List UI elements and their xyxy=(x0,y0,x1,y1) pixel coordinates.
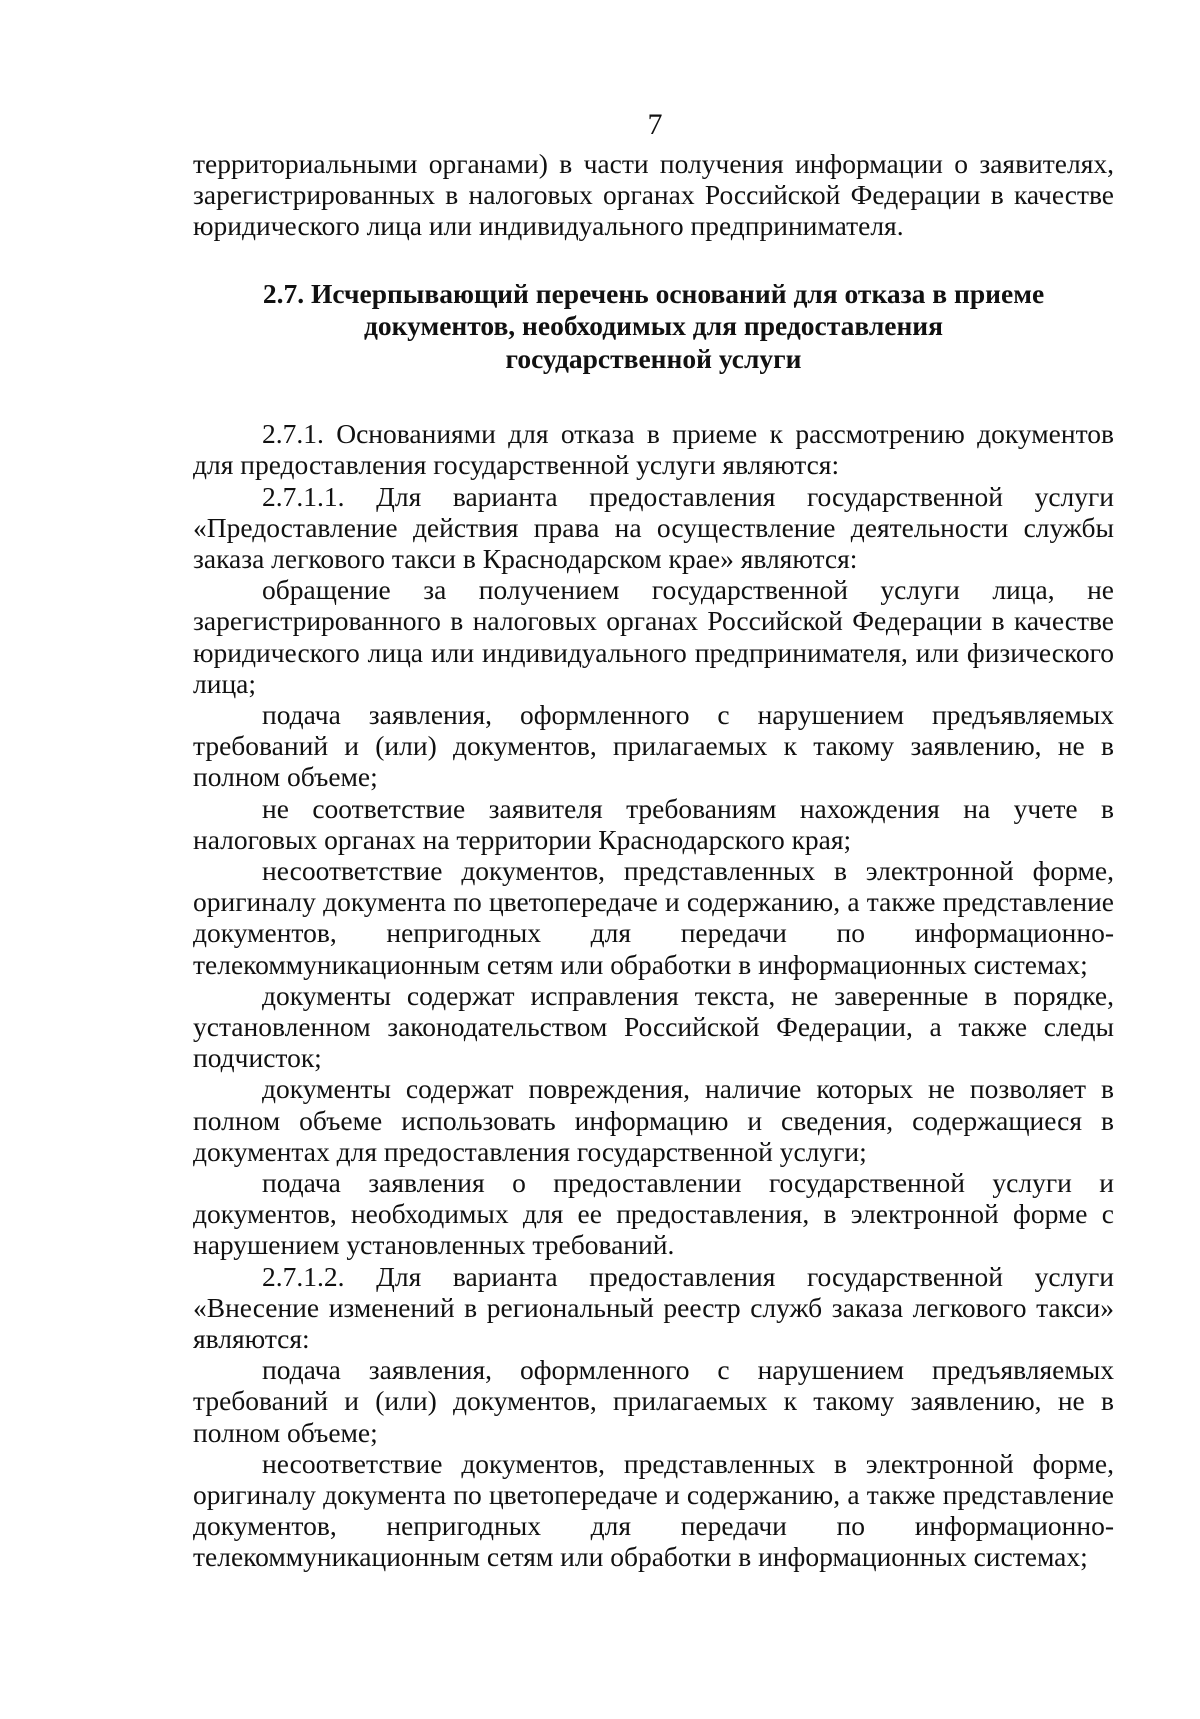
section-heading-line-1: 2.7. Исчерпывающий перечень оснований для отказа в приеме xyxy=(262,277,1045,309)
list-item: не соответствие заявителя требованиям нахождения на учете в налоговых органах на территории Краснодарского края; xyxy=(193,792,1114,855)
section-heading-line-3: государственной услуги xyxy=(505,342,802,374)
section-heading-line-2: документов, необходимых для предоставления xyxy=(363,310,944,342)
page-number: 7 xyxy=(647,108,663,141)
paragraph-2-7-1-2: 2.7.1.2. Для варианта предоставления государственной услуги «Внесение изменений в региональный реестр служб заказа легкового такси» являются: xyxy=(193,1260,1114,1354)
list-item: подача заявления о предоставлении государственной услуги и документов, необходимых для ее предоставления, в электронной форме с нарушением установленных требований. xyxy=(193,1166,1114,1261)
section-heading xyxy=(193,278,1114,376)
list-item: подача заявления, оформленного с нарушением предъявляемых требований и (или) документов, прилагаемых к такому заявлению, не в полном объеме; xyxy=(193,1354,1114,1448)
list-item: подача заявления, оформленного с нарушением предъявляемых требований и (или) документов, прилагаемых к такому заявлению, не в полном объеме; xyxy=(193,698,1114,793)
list-item: несоответствие документов, представленных в электронной форме, оригиналу документа по цветопередаче и содержанию, а также представление документов, непригодных для передачи по информационно-телекоммуникационным сетям или обработки в информационных системах; xyxy=(193,854,1114,980)
list-item: несоответствие документов, представленных в электронной форме, оригиналу документа по цветопередаче и содержанию, а также представление документов, непригодных для передачи по информационно-телекоммуникационным сетям или обработки в информационных системах; xyxy=(193,1447,1114,1573)
list-item: документы содержат повреждения, наличие которых не позволяет в полном объеме использовать информацию и сведения, содержащиеся в документах для предоставления государственной услуги; xyxy=(193,1073,1114,1167)
document-body xyxy=(193,148,1114,1573)
paragraph-2-7-1: 2.7.1. Основаниями для отказа в приеме к рассмотрению документов для предоставления государственной услуги являются: xyxy=(193,418,1114,481)
list-item: обращение за получением государственной услуги лица, не зарегистрированного в налоговых органах Российской Федерации в качестве юридического лица или индивидуального предпринимателя, или физического лица; xyxy=(193,574,1114,699)
intro-paragraph: территориальными органами) в части получения информации о заявителях, зарегистрированных в налоговых органах Российской Федерации в качестве юридического лица или индивидуального предпринимателя. xyxy=(193,148,1114,242)
paragraph-2-7-1-1: 2.7.1.1. Для варианта предоставления государственной услуги «Предоставление действия права на осуществление деятельности службы заказа легкового такси в Краснодарском крае» являются: xyxy=(193,480,1114,574)
list-item: документы содержат исправления текста, не заверенные в порядке, установленном законодательством Российской Федерации, а также следы подчисток; xyxy=(193,979,1114,1074)
